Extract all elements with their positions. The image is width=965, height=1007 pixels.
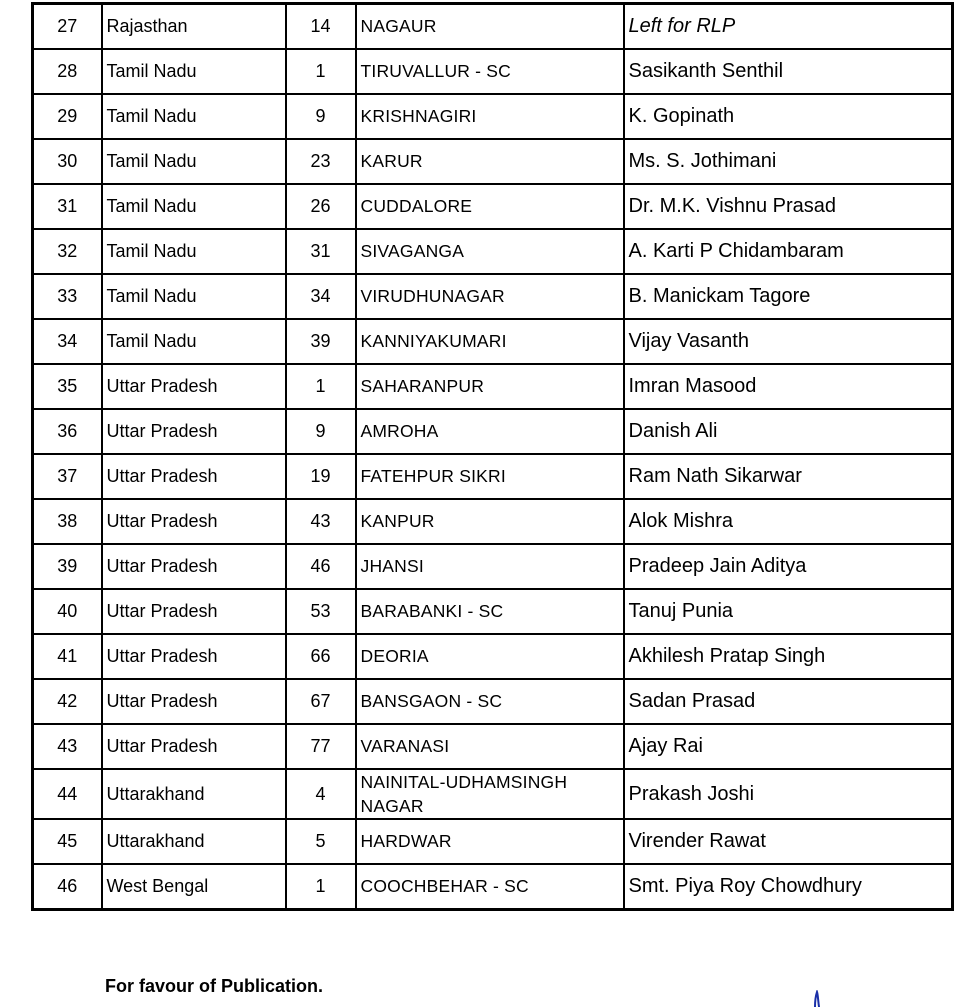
constituency-cell: JHANSI (356, 544, 624, 589)
constituency-cell: KANNIYAKUMARI (356, 319, 624, 364)
state-cell: Uttar Pradesh (102, 364, 286, 409)
pc-number-cell: 19 (286, 454, 356, 499)
serial-number-cell: 33 (33, 274, 102, 319)
constituency-cell: FATEHPUR SIKRI (356, 454, 624, 499)
constituency-cell: NAGAUR (356, 4, 624, 50)
state-cell: Tamil Nadu (102, 139, 286, 184)
pc-number-cell: 34 (286, 274, 356, 319)
table-row (33, 499, 953, 544)
pc-number-cell: 31 (286, 229, 356, 274)
state-cell: Uttar Pradesh (102, 454, 286, 499)
serial-number-cell: 43 (33, 724, 102, 769)
table-row (33, 184, 953, 229)
table-row (33, 319, 953, 364)
constituency-cell: KANPUR (356, 499, 624, 544)
constituency-cell: DEORIA (356, 634, 624, 679)
state-cell: Tamil Nadu (102, 319, 286, 364)
serial-number-cell: 45 (33, 819, 102, 864)
candidate-cell: Akhilesh Pratap Singh (624, 634, 953, 679)
pc-number-cell: 14 (286, 4, 356, 50)
candidate-cell: Tanuj Punia (624, 589, 953, 634)
state-cell: Uttar Pradesh (102, 544, 286, 589)
constituency-cell: COOCHBEHAR - SC (356, 864, 624, 910)
candidate-cell: A. Karti P Chidambaram (624, 229, 953, 274)
serial-number-cell: 31 (33, 184, 102, 229)
table-row (33, 274, 953, 319)
table-row (33, 589, 953, 634)
serial-number-cell: 39 (33, 544, 102, 589)
serial-number-cell: 40 (33, 589, 102, 634)
table-row (33, 409, 953, 454)
serial-number-cell: 36 (33, 409, 102, 454)
candidate-cell: Virender Rawat (624, 819, 953, 864)
serial-number-cell: 30 (33, 139, 102, 184)
candidate-cell: Ajay Rai (624, 724, 953, 769)
state-cell: Rajasthan (102, 4, 286, 50)
state-cell: Uttarakhand (102, 769, 286, 819)
pc-number-cell: 39 (286, 319, 356, 364)
state-cell: Uttar Pradesh (102, 409, 286, 454)
serial-number-cell: 29 (33, 94, 102, 139)
pc-number-cell: 1 (286, 364, 356, 409)
publication-note: For favour of Publication. (105, 976, 324, 996)
state-cell: Tamil Nadu (102, 274, 286, 319)
state-cell: Uttar Pradesh (102, 724, 286, 769)
table-row (33, 49, 953, 94)
pc-number-cell: 1 (286, 864, 356, 910)
pc-number-cell: 9 (286, 94, 356, 139)
serial-number-cell: 28 (33, 49, 102, 94)
pc-number-cell: 4 (286, 769, 356, 819)
candidate-list-table (31, 2, 954, 911)
serial-number-cell: 46 (33, 864, 102, 910)
table-row (33, 634, 953, 679)
signature-mark-icon (806, 990, 826, 1007)
state-cell: Uttarakhand (102, 819, 286, 864)
pc-number-cell: 26 (286, 184, 356, 229)
candidate-cell: Dr. M.K. Vishnu Prasad (624, 184, 953, 229)
state-cell: Uttar Pradesh (102, 634, 286, 679)
table-row (33, 724, 953, 769)
table-row (33, 139, 953, 184)
candidate-cell: Danish Ali (624, 409, 953, 454)
pc-number-cell: 23 (286, 139, 356, 184)
serial-number-cell: 35 (33, 364, 102, 409)
candidate-cell: B. Manickam Tagore (624, 274, 953, 319)
table-row (33, 769, 953, 819)
serial-number-cell: 37 (33, 454, 102, 499)
constituency-cell: KRISHNAGIRI (356, 94, 624, 139)
candidate-cell: Imran Masood (624, 364, 953, 409)
serial-number-cell: 38 (33, 499, 102, 544)
serial-number-cell: 34 (33, 319, 102, 364)
constituency-cell: NAINITAL-UDHAMSINGH NAGAR (356, 769, 624, 819)
candidate-cell: Prakash Joshi (624, 769, 953, 819)
state-cell: Tamil Nadu (102, 229, 286, 274)
table-row (33, 544, 953, 589)
pc-number-cell: 53 (286, 589, 356, 634)
serial-number-cell: 27 (33, 4, 102, 50)
pc-number-cell: 1 (286, 49, 356, 94)
state-cell: Tamil Nadu (102, 49, 286, 94)
candidate-cell: Left for RLP (624, 4, 953, 50)
constituency-cell: CUDDALORE (356, 184, 624, 229)
table-row (33, 454, 953, 499)
state-cell: West Bengal (102, 864, 286, 910)
candidate-cell: Sasikanth Senthil (624, 49, 953, 94)
serial-number-cell: 41 (33, 634, 102, 679)
candidate-cell: Pradeep Jain Aditya (624, 544, 953, 589)
constituency-cell: TIRUVALLUR - SC (356, 49, 624, 94)
candidate-cell: Ms. S. Jothimani (624, 139, 953, 184)
constituency-cell: BANSGAON - SC (356, 679, 624, 724)
state-cell: Uttar Pradesh (102, 679, 286, 724)
constituency-cell: SAHARANPUR (356, 364, 624, 409)
serial-number-cell: 44 (33, 769, 102, 819)
pc-number-cell: 9 (286, 409, 356, 454)
table-row (33, 864, 953, 910)
candidate-cell: K. Gopinath (624, 94, 953, 139)
serial-number-cell: 32 (33, 229, 102, 274)
pc-number-cell: 77 (286, 724, 356, 769)
state-cell: Tamil Nadu (102, 94, 286, 139)
constituency-cell: VIRUDHUNAGAR (356, 274, 624, 319)
table-row (33, 679, 953, 724)
constituency-cell: AMROHA (356, 409, 624, 454)
candidate-cell: Sadan Prasad (624, 679, 953, 724)
candidate-cell: Vijay Vasanth (624, 319, 953, 364)
constituency-cell: BARABANKI - SC (356, 589, 624, 634)
candidate-cell: Ram Nath Sikarwar (624, 454, 953, 499)
serial-number-cell: 42 (33, 679, 102, 724)
pc-number-cell: 43 (286, 499, 356, 544)
table-body (33, 4, 953, 910)
table-row (33, 819, 953, 864)
constituency-cell: VARANASI (356, 724, 624, 769)
state-cell: Uttar Pradesh (102, 499, 286, 544)
constituency-cell: SIVAGANGA (356, 229, 624, 274)
pc-number-cell: 46 (286, 544, 356, 589)
table-row (33, 4, 953, 50)
pc-number-cell: 66 (286, 634, 356, 679)
candidate-cell: Alok Mishra (624, 499, 953, 544)
pc-number-cell: 67 (286, 679, 356, 724)
table-row (33, 364, 953, 409)
candidate-cell: Smt. Piya Roy Chowdhury (624, 864, 953, 910)
state-cell: Uttar Pradesh (102, 589, 286, 634)
table-row (33, 229, 953, 274)
constituency-cell: HARDWAR (356, 819, 624, 864)
table-row (33, 94, 953, 139)
constituency-cell: KARUR (356, 139, 624, 184)
state-cell: Tamil Nadu (102, 184, 286, 229)
pc-number-cell: 5 (286, 819, 356, 864)
